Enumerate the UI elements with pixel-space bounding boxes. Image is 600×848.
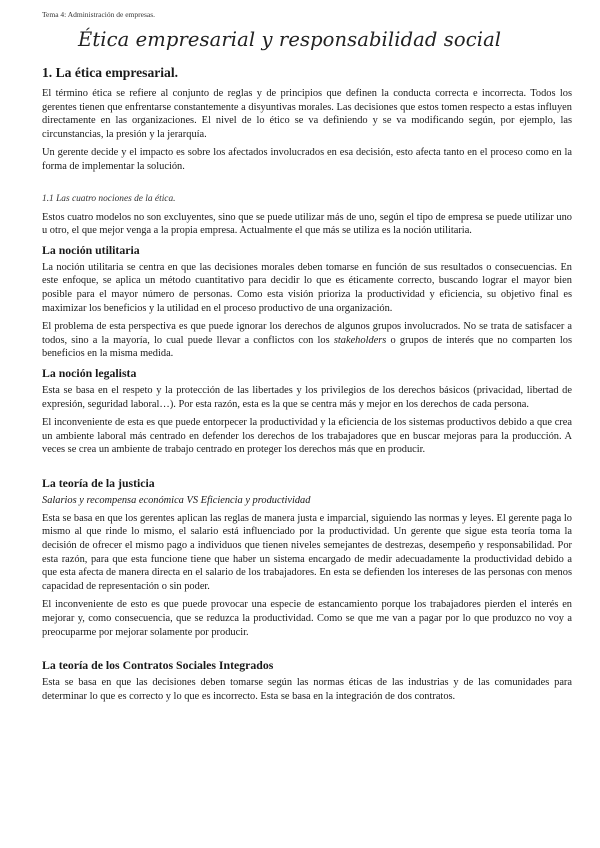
- heading-nocion-utilitaria: La noción utilitaria: [42, 242, 140, 257]
- paragraph: La noción utilitaria se centra en que las decisiones morales deben tomarse en función de sus resultados o consecuencias. En este enfoque, se aplica un método cuantitativo para decidir lo que es éticamente correcto, buscando lograr el mayor bien posible para el mayor número de personas. Como esta visión prioriza la productividad y eficiencia, su objetivo final es maximizar los beneficios y la utilidad en el proceso productivo de una organización.: [42, 261, 572, 314]
- heading-contratos-sociales: La teoría de los Contratos Sociales Integrados: [42, 658, 274, 673]
- paragraph: Estos cuatro modelos no son excluyentes, sino que se puede utilizar más de uno, según el tipo de empresa se puede utilizar uno u otro, el que mejor venga a la propia empresa. Actualmente el que más se utiliza es la noción utilitaria.: [42, 211, 572, 237]
- paragraph: Esta se basa en que los gerentes aplican las reglas de manera justa e imparcial, siguiendo las normas y leyes. El gerente paga lo mismo al que rinde lo mismo, el salario está influenciado por la productividad. Un gerente que sigue esta teoría toma la decisión de ofrecer el mismo pago a individuos que tienen niveles semejantes de destrezas, desempeño y responsabilidad. Por esta razón, para que esta funcione tiene que haber un sistema encargado de medir adecuadamente la productividad debido a que esta afecta de manera directa en el salario de los trabajadores. En esta se defienden los intereses de las personas con menos capacidad de representación o sin poder.: [42, 512, 572, 592]
- paragraph: El término ética se refiere al conjunto de reglas y de principios que definen la conducta correcta e incorrecta. Todos los gerentes tienen que enfrentarse constantemente a disyuntivas morales. Las decisiones que estos tomen respecto a estas influyen directamente en las organizaciones. El nivel de lo ético se va definiendo y se va modificando según, por ejemplo, las circunstancias, la presión y la jerarquía.: [42, 88, 572, 140]
- paragraph: Un gerente decide y el impacto es sobre los afectados involucrados en esa decisión, esto afecta tanto en el proceso como en la forma de implementar la solución.: [42, 147, 572, 172]
- paragraph: [42, 320, 572, 361]
- page-header: Tema 4: Administración de empresas.: [42, 10, 155, 19]
- heading-teoria-justicia: La teoría de la justicia: [42, 475, 155, 490]
- subheading-salarios: Salarios y recompensa económica VS Eficiencia y productividad: [42, 494, 311, 506]
- document-body: [42, 65, 572, 708]
- paragraph: Esta se basa en que las decisiones deben tomarse según las normas éticas de las industrias y de las comunidades para determinar lo que es correcto y lo que es incorrecto. Esta se basa en la integración de dos contratos.: [42, 677, 572, 702]
- paragraph: El inconveniente de esto es que puede provocar una especie de estancamiento porque los trabajadores pierden el interés en mejorar y, como consecuencia, que se reduzca la productividad. Como se que me van a pagar por lo que produzco no voy a preocuparme por mejorar solamente por producir.: [42, 599, 572, 638]
- text-run: o grupos de interés que no comparten los beneficios en la misma medida.: [42, 334, 572, 360]
- paragraph: El inconveniente de esta es que puede entorpecer la productividad y la eficiencia de los sistemas productivos debido a que crea un ambiente laboral más centrado en defender los derechos de los trabajadores que en buscar mejoras para la producción. A veces se crea un ambiente de trabajo centrado en proteger los derechos más que en producir.: [42, 417, 572, 456]
- emphasis-stakeholders: stakeholders: [333, 334, 387, 346]
- document-title: Ética empresarial y responsabilidad social: [78, 28, 502, 51]
- heading-nocion-legalista: La noción legalista: [42, 365, 137, 380]
- paragraph: Esta se basa en el respeto y la protección de las libertades y los privilegios de los derechos básicos (privacidad, libertad de expresión, seguridad laboral…). Por esta razón, esta es la que se centra más y mejor en los derechos de cada persona.: [42, 384, 572, 410]
- section-heading-etica-empresarial: 1. La ética empresarial.: [42, 65, 179, 80]
- text-run: El problema de esta perspectiva es que puede ignorar los derechos de algunos grupos involucrados. No se trata de satisfacer a todos, sino a la mayoría, lo cual puede llevar a conflictos con los: [42, 321, 572, 346]
- subsection-heading-cuatro-nociones: 1.1 Las cuatro nociones de la ética.: [42, 193, 176, 204]
